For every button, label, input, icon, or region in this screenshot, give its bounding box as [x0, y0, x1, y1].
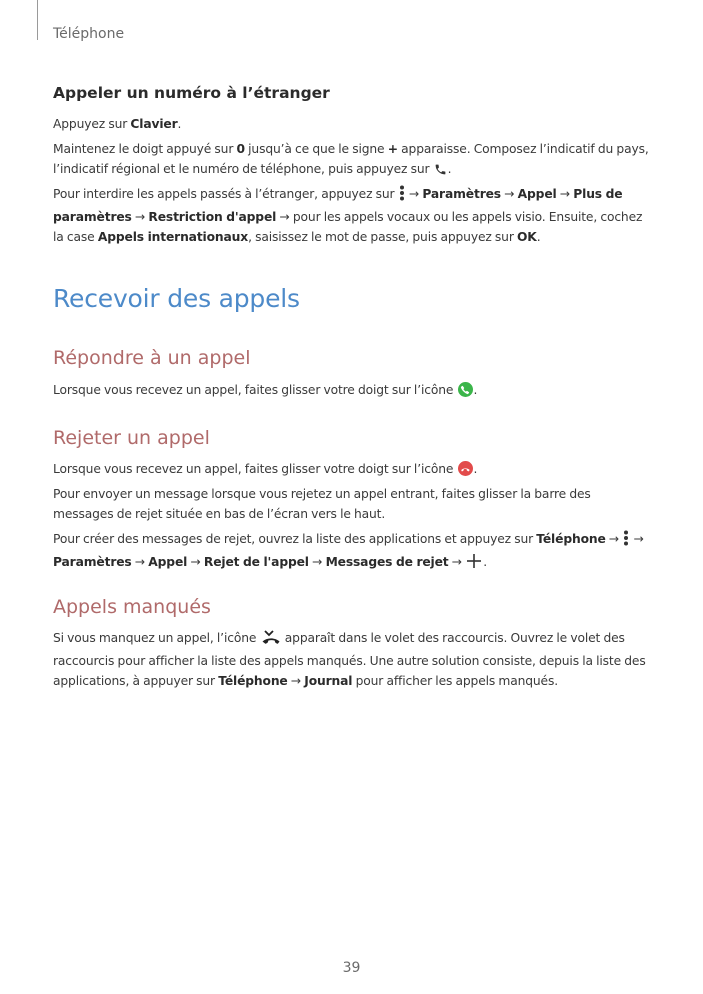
international-paragraph-2: Maintenez le doigt appuyé sur 0 jusqu’à ce que le signe + apparaisse. Composez l’indicatif du pays, l’indicatif régional et le numéro de téléphone, puis appuyez sur .	[53, 139, 649, 182]
reject-call-paragraph-2: Pour envoyer un message lorsque vous rejetez un appel entrant, faites glisser la barre des messages de rejet située en bas de l’écran vers le haut.	[53, 487, 591, 521]
international-call-title: Appeler un numéro à l’étranger	[53, 84, 330, 102]
section-header: Téléphone	[53, 26, 125, 42]
answer-call-title: Répondre à un appel	[53, 347, 251, 369]
receive-calls-title: Recevoir des appels	[53, 284, 300, 313]
phone-handset-icon	[434, 162, 447, 182]
more-options-icon	[623, 530, 629, 552]
international-paragraph-1: Appuyez sur Clavier.	[53, 117, 182, 131]
missed-call-icon	[261, 629, 281, 651]
header-rule	[37, 0, 38, 40]
reject-call-paragraph-3: Pour créer des messages de rejet, ouvrez la liste des applications et appuyez sur Téléphone → → Paramètres → Appel → Rejet de l'appel → Messages de rejet → .	[53, 529, 649, 575]
reject-call-title: Rejeter un appel	[53, 427, 210, 449]
page-number: 39	[342, 960, 361, 976]
more-options-icon	[399, 185, 405, 207]
international-paragraph-3: Pour interdire les appels passés à l’étranger, appuyez sur → Paramètres → Appel → Plus de paramètres → Restriction d'appel → pour les appels vocaux ou les appels visio. Ensuite, cochez la case Appels internationaux, saisissez le mot de passe, puis appuyez sur OK.	[53, 187, 643, 244]
missed-calls-paragraph: Si vous manquez un appel, l’icône apparaît dans le volet des raccourcis. Ouvrez le volet des raccourcis pour afficher la liste des appels manqués. Une autre solution consiste, depuis la liste des applications, à appuyer sur Téléphone → Journal pour afficher les appels manqués.	[53, 631, 646, 688]
answer-call-paragraph: Lorsque vous recevez un appel, faites glisser votre doigt sur l’icône .	[53, 380, 649, 403]
answer-call-icon	[458, 382, 473, 403]
missed-calls-title: Appels manqués	[53, 596, 211, 618]
reject-call-paragraph-1: Lorsque vous recevez un appel, faites glisser votre doigt sur l’icône .	[53, 459, 649, 482]
reject-call-icon	[458, 461, 473, 482]
add-plus-icon	[466, 553, 482, 575]
